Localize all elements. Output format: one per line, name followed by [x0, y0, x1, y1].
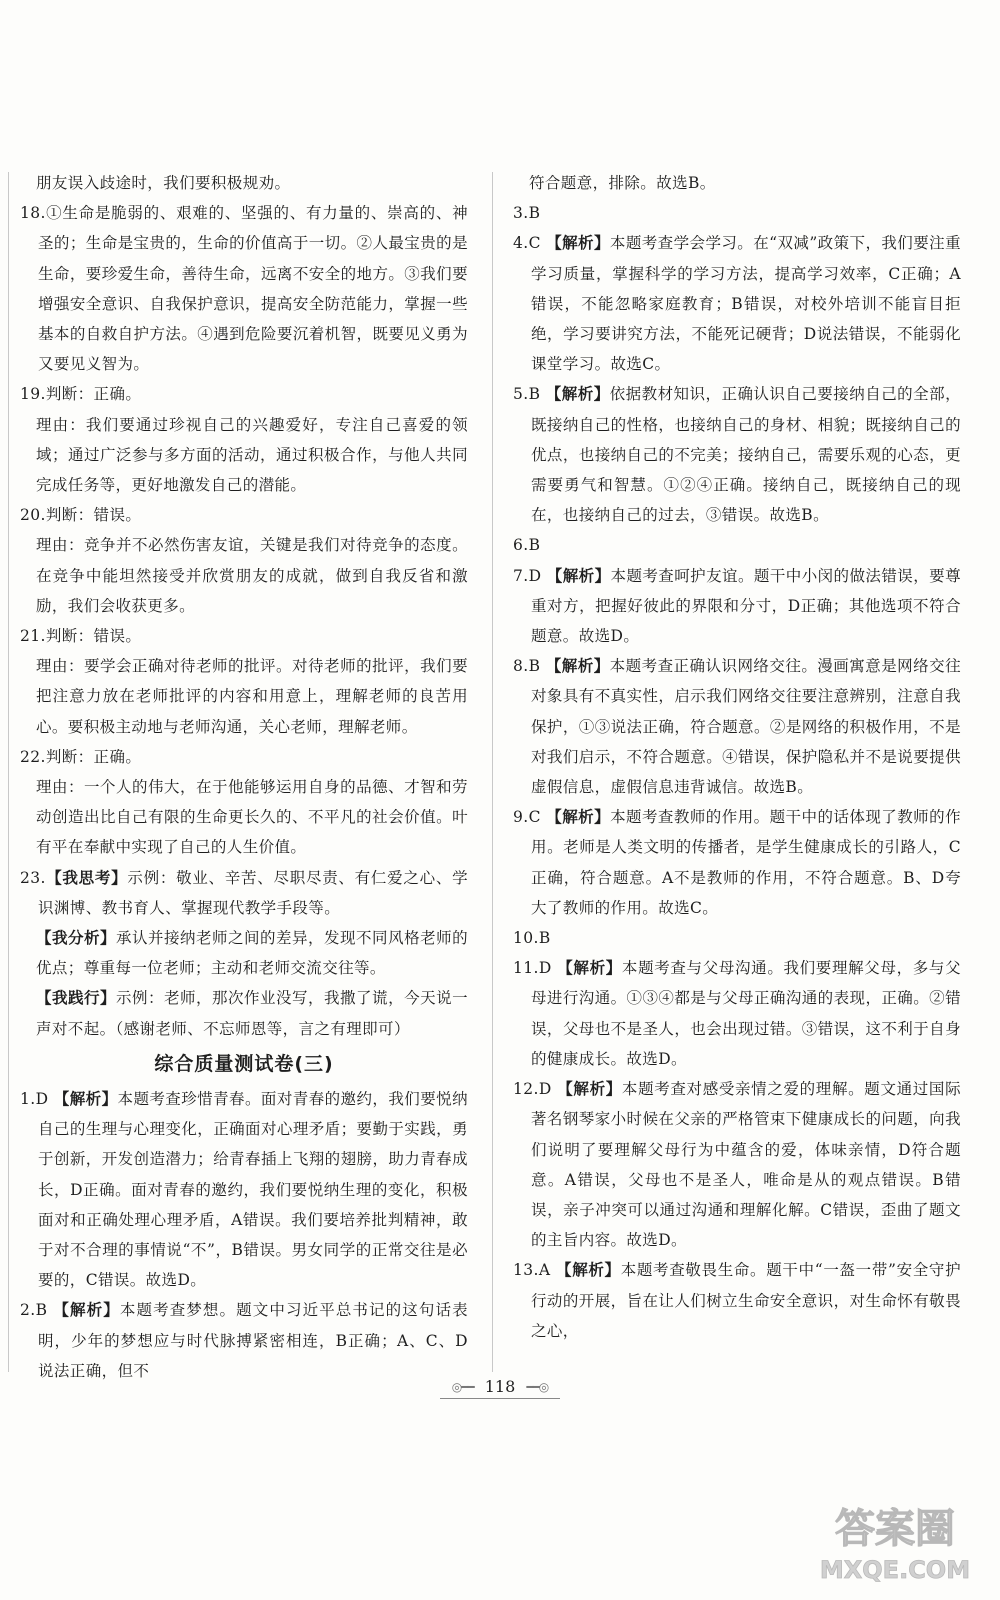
answer-tag: 【我思考】 [45, 868, 128, 887]
right-column [513, 168, 961, 1346]
answer-text: 10.B [513, 929, 551, 948]
answer-text: 示例：老师，那次作业没写，我撒了谎，今天说一声对不起。（感谢老师、不忘师恩等，言之有理即可） [36, 989, 468, 1038]
answer-tag: 【我分析】 [36, 929, 117, 948]
footer-underline [440, 1398, 560, 1399]
answer-paragraph [513, 198, 961, 228]
answer-paragraph [513, 561, 961, 652]
answer-paragraph [513, 923, 961, 953]
answer-paragraph [20, 863, 468, 923]
answer-paragraph [513, 1255, 961, 1346]
answer-text: 本题考查正确认识网络交往。漫画寓意是网络交往对象具有不真实性，启示我们网络交往要注意辨别，注意自我保护，①③说法正确，符合题意。②是网络的积极作用，不是对我们启示，不符合题意。④错误，保护隐私并不是说要提供虚假信息，虚假信息违背诚信。故选B。 [531, 657, 961, 797]
answer-text: 承认并接纳老师之间的差异，发现不同风格老师的优点；尊重每一位老师；主动和老师交流交往等。 [36, 929, 468, 978]
answer-number: 9.C [513, 808, 547, 827]
answer-number: 13.A [513, 1261, 557, 1280]
answer-paragraph [513, 1074, 961, 1255]
answer-text: 本题考查呵护友谊。题干中小闵的做法错误，要尊重对方，把握好彼此的界限和分寸，D正确；其他选项不符合题意。故选D。 [531, 566, 961, 646]
answer-paragraph [513, 379, 961, 530]
answer-paragraph [513, 228, 961, 379]
watermark-url-text: MXQE.COM [819, 1556, 971, 1584]
answer-number: 1.D [20, 1089, 54, 1108]
answer-paragraph [513, 651, 961, 802]
answer-paragraph [513, 168, 961, 198]
watermark-logo-text: 答案圈 [835, 1506, 955, 1552]
answer-text: 3.B [513, 204, 541, 223]
footer-ornament-right-icon: ━━◎ [526, 1379, 549, 1394]
answer-tag: 【我践行】 [36, 989, 117, 1008]
answer-paragraph [20, 742, 468, 772]
answer-paragraph [20, 621, 468, 651]
answer-tag: 【解析】 [546, 566, 611, 585]
page-number: 118 [484, 1377, 516, 1396]
answer-text: 依据教材知识，正确认识自己要接纳自己的全部，既接纳自己的性格，也接纳自己的身材、相貌；既接纳自己的优点，也接纳自己的不完美；接纳自己，需要乐观的心态，更需要勇气和智慧。①②④正确。接纳自己，既接纳自己的现在，也接纳自己的过去，③错误。故选B。 [531, 385, 961, 525]
answer-paragraph [20, 530, 468, 621]
answer-paragraph [20, 168, 468, 198]
answer-tag: 【解析】 [545, 385, 610, 404]
watermark-logo [805, 1490, 985, 1590]
answer-tag: 【解析】 [53, 1089, 118, 1108]
answer-paragraph [20, 772, 468, 863]
answer-text: 19.判断：正确。 [20, 385, 142, 404]
section-title: 综合质量测试卷(三) [154, 1052, 334, 1075]
answer-tag: 【解析】 [557, 959, 622, 978]
left-column-rule [8, 172, 9, 1372]
answer-text: 本题考查教师的作用。题干中的话体现了教师的作用。老师是人类文明的传播者，是学生健康成长的引路人，C正确，符合题意。A不是教师的作用，不符合题意。B、D夸大了教师的作用。故选C。 [531, 808, 961, 917]
answer-tag: 【解析】 [556, 1261, 621, 1280]
answer-paragraph [513, 953, 961, 1074]
answer-text: 本题考查梦想。题文中习近平总书记的这句话表明，少年的梦想应与时代脉搏紧密相连，B正确；A、C、D说法正确，但不 [38, 1301, 468, 1380]
answer-text: 本题考查与父母沟通。我们要理解父母，多与父母进行沟通。①③④都是与父母正确沟通的表现，正确。②错误，父母也不是圣人，也会出现过错。③错误，这不利于自身的健康成长。故选D。 [531, 959, 961, 1068]
answer-tag: 【解析】 [53, 1301, 120, 1320]
answer-number: 5.B [513, 385, 546, 404]
answer-text: 22.判断：正确。 [20, 747, 142, 766]
answer-number: 23. [20, 868, 46, 887]
answer-tag: 【解析】 [546, 808, 611, 827]
answer-text: 本题考查珍惜青春。面对青春的邀约，我们要悦纳自己的生理与心理变化，正确面对心理矛盾；要勤于实践，勇于创新，开发创造潜力；给青春插上飞翔的翅膀，助力青春成长，D正确。面对青春的邀约，我们要悦纳生理的变化，积极面对和正确处理心理矛盾，A错误。我们要培养批判精神，敢于对不合理的事情说“不”，B错误。男女同学的正常交往是必要的，C错误。故选D。 [38, 1089, 468, 1290]
left-column [20, 168, 468, 1386]
answer-tag: 【解析】 [545, 657, 610, 676]
answer-paragraph [20, 651, 468, 742]
footer-ornament-left-icon: ◎━━ [451, 1379, 474, 1394]
answer-text: 理由：一个人的伟大，在于他能够运用自身的品德、才智和劳动创造出比自己有限的生命更长久的、不平凡的社会价值。叶有平在奉献中实现了自己的人生价值。 [36, 778, 468, 857]
answer-paragraph [20, 1084, 468, 1295]
answer-text: 示例：敬业、辛苦、尽职尽责、有仁爱之心、学识渊博、教书育人、掌握现代教学手段等。 [38, 868, 468, 917]
answer-text: 18.①生命是脆弱的、艰难的、坚强的、有力量的、崇高的、神圣的；生命是宝贵的，生命的价值高于一切。②人最宝贵的是生命，要珍爱生命，善待生命，远离不安全的地方。③我们要增强安全意识、自我保护意识，提高安全防范能力，掌握一些基本的自救自护方法。④遇到危险要沉着机智，既要见义勇为又要见义智为。 [20, 204, 468, 374]
answer-text: 21.判断：错误。 [20, 627, 142, 646]
answer-text: 朋友误入歧途时，我们要积极规劝。 [36, 174, 291, 192]
answer-paragraph [20, 379, 468, 409]
answer-text: 理由：我们要通过珍视自己的兴趣爱好，专注自己喜爱的领域；通过广泛参与多方面的活动，通过积极合作，与他人共同完成任务等，更好地激发自己的潜能。 [36, 415, 468, 495]
answer-number: 8.B [513, 657, 546, 676]
answer-paragraph [20, 198, 468, 379]
answer-text: 20.判断：错误。 [20, 506, 142, 525]
answer-text: 本题考查学会学习。在“双减”政策下，我们要注重学习质量，掌握科学的学习方法，提高学习效率，C正确；A错误，不能忽略家庭教育；B错误，对校外培训不能盲目拒绝，学习要讲究方法，不能死记硬背；D说法错误，不能弱化课堂学习。故选C。 [531, 234, 961, 374]
center-column-rule [492, 172, 493, 1372]
answer-paragraph [20, 410, 468, 501]
answer-text: 理由：竞争并不必然伤害友谊，关键是我们对待竞争的态度。在竞争中能坦然接受并欣赏朋友的成就，做到自我反省和激励，我们会收获更多。 [36, 536, 468, 615]
answer-paragraph [513, 802, 961, 923]
page-footer [0, 1376, 1000, 1399]
answer-paragraph [20, 983, 468, 1043]
answer-number: 7.D [513, 566, 547, 585]
answer-paragraph [20, 1295, 468, 1386]
answer-number: 11.D [513, 959, 558, 978]
answer-paragraph [20, 500, 468, 530]
answer-text: 理由：要学会正确对待老师的批评。对待老师的批评，我们要把注意力放在老师批评的内容和用意上，理解老师的良苦用心。要积极主动地与老师沟通，关心老师，理解老师。 [36, 657, 468, 736]
answer-number: 2.B [20, 1301, 54, 1320]
answer-number: 4.C [513, 234, 547, 253]
answer-text: 符合题意，排除。故选B。 [529, 174, 716, 192]
answer-paragraph [20, 923, 468, 983]
answer-text: 本题考查敬畏生命。题干中“一盔一带”安全守护行动的开展，旨在让人们树立生命安全意识，对生命怀有敬畏之心， [531, 1261, 961, 1340]
answer-paragraph [513, 530, 961, 560]
answer-tag: 【解析】 [557, 1080, 622, 1099]
answer-number: 12.D [513, 1080, 558, 1099]
answer-text: 6.B [513, 536, 541, 555]
answer-tag: 【解析】 [546, 234, 610, 253]
answer-text: 本题考查对感受亲情之爱的理解。题文通过国际著名钢琴家小时候在父亲的严格管束下健康成长的问题，向我们说明了要理解父母行为中蕴含的爱，体味亲情，D符合题意。A错误，父母也不是圣人，唯命是从的观点错误。B错误，亲子冲突可以通过沟通和理解化解。C错误，歪曲了题文的主旨内容。故选D。 [531, 1080, 961, 1250]
